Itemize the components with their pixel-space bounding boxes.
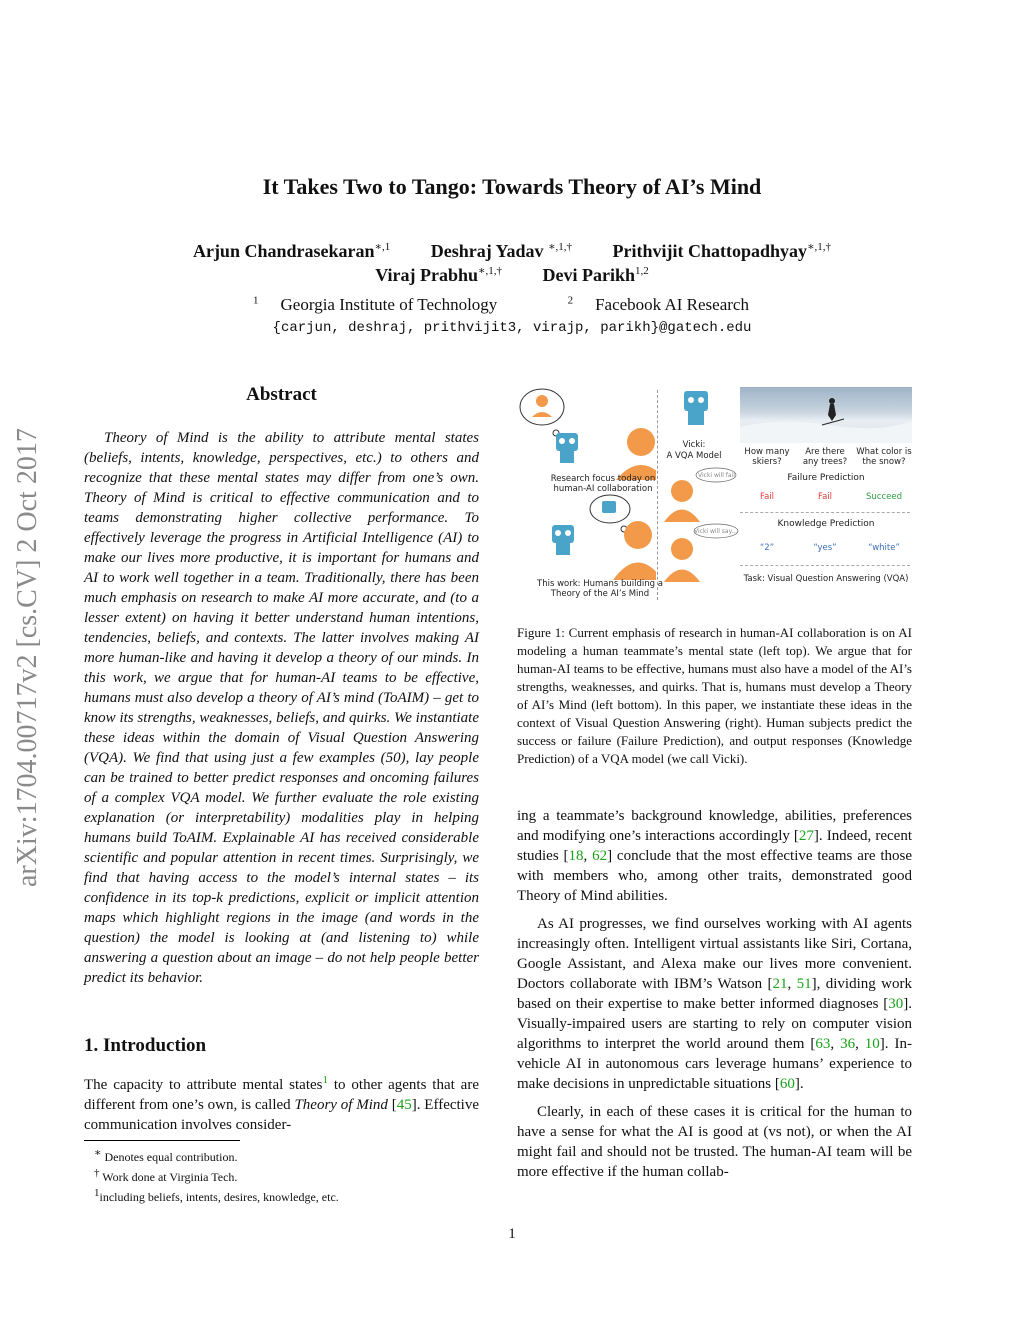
vicki-label: Vicki: A VQA Model bbox=[666, 440, 722, 461]
author: Prithvijit Chattopadhyay$^{∗,1,\dagger}$ bbox=[612, 241, 832, 261]
footnotes bbox=[84, 1145, 479, 1205]
abstract-heading: Abstract bbox=[246, 384, 317, 405]
knowledge-value: “white” bbox=[868, 543, 900, 553]
citation-link[interactable]: 63 bbox=[815, 1036, 831, 1052]
person-icon bbox=[624, 521, 652, 549]
small-robot-icon bbox=[602, 501, 616, 513]
citation-link[interactable]: 21 bbox=[772, 976, 788, 992]
intro-heading: 1. Introduction bbox=[84, 1035, 207, 1056]
failure-row bbox=[740, 492, 912, 502]
question-row bbox=[740, 447, 912, 467]
affiliation: $^2$ Facebook AI Research bbox=[567, 294, 749, 314]
skier-figure bbox=[740, 387, 912, 443]
table-divider bbox=[740, 512, 910, 513]
failure-prediction-heading: Failure Prediction bbox=[787, 473, 865, 483]
page-number: 1 bbox=[508, 1226, 516, 1242]
footnote-rule bbox=[84, 1140, 240, 1141]
intro-paragraph bbox=[84, 1070, 479, 1135]
affiliation: $^1$ Georgia Institute of Technology bbox=[253, 294, 498, 314]
author-line-1 bbox=[0, 240, 1024, 262]
arxiv-stamp: arXiv:1704.00717v2 [cs.CV] 2 Oct 2017 bbox=[12, 428, 43, 887]
footnote: $^1$including beliefs, intents, desires, knowledge, etc. bbox=[94, 1187, 339, 1204]
person-icon bbox=[627, 428, 655, 456]
knowledge-row bbox=[740, 543, 912, 553]
vicki-robot-icon bbox=[684, 391, 708, 411]
right-column-text bbox=[517, 806, 912, 1182]
knowledge-prediction-heading: Knowledge Prediction bbox=[777, 519, 875, 529]
citation-link[interactable]: 60 bbox=[779, 1076, 795, 1092]
author: Arjun Chandrasekaran$^{∗,1}$ bbox=[192, 241, 391, 261]
bubble-text: Vicki will fail bbox=[698, 472, 735, 479]
citation-link[interactable]: 18 bbox=[568, 848, 584, 864]
author: Viraj Prabhu$^{∗,1,\dagger}$ bbox=[375, 265, 503, 285]
citation-link[interactable]: 45 bbox=[396, 1097, 412, 1113]
knowledge-value: “2” bbox=[759, 543, 775, 553]
figure-divider bbox=[657, 390, 658, 600]
question: What color is the snow? bbox=[856, 447, 912, 467]
this-work-label: This work: Humans building a Theory of the AI’s Mind bbox=[537, 579, 663, 599]
small-person-icon bbox=[536, 395, 548, 407]
affiliations bbox=[0, 294, 1024, 315]
knowledge-value: “yes” bbox=[813, 543, 837, 553]
person-icon bbox=[671, 538, 693, 560]
author-emails: {carjun, deshraj, prithvijit3, virajp, parikh}@gatech.edu bbox=[272, 320, 752, 336]
figure-caption: Figure 1: Current emphasis of research in human-AI collaboration is on AI modeling a human teammate’s mental state (left top). We argue that for human-AI teams to be effective, humans must also have a model of the AI’s strengths, weaknesses, and quirks. That is, humans must develop a Theory of AI’s Mind (left bottom). In this paper, we instantiate these ideas in the context of Visual Question Answering (right). Human subjects predict the success or failure (Failure Prediction), and output responses (Knowledge Prediction) of a VQA model (we call Vicki). bbox=[517, 625, 912, 766]
abstract-body bbox=[84, 428, 479, 988]
person-icon bbox=[671, 480, 693, 502]
skier-photo bbox=[740, 387, 912, 443]
failure-value: Fail bbox=[817, 492, 833, 502]
paragraph: As AI progresses, we find ourselves working with AI agents increasingly often. Intelligent virtual assistants like Siri, Cortana, Google Assistant, and Alexa make our lives more convenient. Doctors collaborate with IBM’s Watson [21, 51], dividing work based on their expertise to make better informed diagnoses [30]. Visually-impaired users are starting to rely on computer vision algorithms to interpret the world around them [63, 36, 10]. In-vehicle AI in autonomous cars leverage humans’ experience to make decisions in unpredictable situations [60]. bbox=[517, 916, 912, 1092]
citation-link[interactable]: 36 bbox=[840, 1036, 856, 1052]
author-line-2 bbox=[0, 264, 1024, 286]
paragraph: ing a teammate’s background knowledge, abilities, preferences and modifying one’s interactions accordingly [27]. Indeed, recent studies [18, 62] conclude that the most effective teams are those with members who, among other traits, demonstrated good Theory of Mind abilities. bbox=[517, 808, 913, 904]
citation-link[interactable]: 10 bbox=[864, 1036, 880, 1052]
author: Devi Parikh$^{1,2}$ bbox=[542, 265, 649, 285]
author: Deshraj Yadav $^{∗,1,\dagger}$ bbox=[430, 241, 573, 261]
intro-text: The capacity to attribute mental states$^1$ to other agents that are different from one’s own, is called Theory of Mind [45]. Effective communication involves consider- bbox=[84, 1074, 479, 1133]
task-label: Task: Visual Question Answering (VQA) bbox=[743, 574, 909, 584]
citation-link[interactable]: 51 bbox=[796, 976, 812, 992]
paper-title: It Takes Two to Tango: Towards Theory of AI’s Mind bbox=[262, 174, 762, 199]
table-divider bbox=[740, 565, 910, 566]
citation-link[interactable]: 62 bbox=[592, 848, 608, 864]
paragraph: Clearly, in each of these cases it is critical for the human to have a sense for what the AI is good at (vs not), or when the AI might fail and should not be trusted. The human-AI team will be more effective if the human collab- bbox=[517, 1104, 912, 1180]
footnote: † Work done at Virginia Tech. bbox=[94, 1167, 238, 1184]
research-focus-label: Research focus today on human-AI collaboration bbox=[550, 474, 656, 494]
question: Are there any trees? bbox=[802, 447, 848, 467]
figure-middle-illustration bbox=[662, 387, 740, 602]
failure-value: Succeed bbox=[866, 492, 902, 502]
footnote-ref[interactable]: 1 bbox=[322, 1074, 328, 1086]
citation-link[interactable]: 30 bbox=[888, 996, 904, 1012]
vqa-table bbox=[740, 447, 912, 584]
failure-value: Fail bbox=[759, 492, 775, 502]
citation-link[interactable]: 27 bbox=[798, 828, 814, 844]
footnote: ∗ Denotes equal contribution. bbox=[94, 1147, 238, 1164]
abstract-text: Theory of Mind is the ability to attribute mental states (beliefs, intents, knowledge, perspectives, etc.) to others and recognize that these mental states may differ from one’s own. Theory of Mind is critical to effective communication and to teams demonstrating higher collective performance. To effectively leverage the progress in Artificial Intelligence (AI) to make our lives more productive, it is important for humans and AI to work well together in a team. Traditionally, there has been much emphasis on research to make AI more accurate, and (to a lesser extent) on having it better understand human intentions, tendencies, beliefs, and contexts. The latter involves making AI more human-like and having it develop a theory of our minds. In this work, we argue that for human-AI teams to be effective, humans must also develop a theory of AI’s mind (ToAIM) – get to know its strengths, weaknesses, beliefs, and quirks. We instantiate these ideas within the domain of Visual Question Answering (VQA). We find that using just a few examples (50), lay people can be trained to better predict responses and oncoming failures of a complex VQA model. We further evaluate the role existing explanation (or interpretability) modalities play in helping humans build ToAIM. Explainable AI has received considerable scientific and popular attention in recent times. Surprisingly, we find that having access to the model’s internal states – its confidence in its top-k predictions, explicit or implicit attention maps which highlight regions in the image (and words in the question) the model is looking at (and listening to) while answering a question about an image – do not help people better predict its behavior. bbox=[84, 430, 479, 986]
bubble-text: Vicki will say... bbox=[694, 528, 738, 535]
question: How many skiers? bbox=[744, 447, 790, 467]
